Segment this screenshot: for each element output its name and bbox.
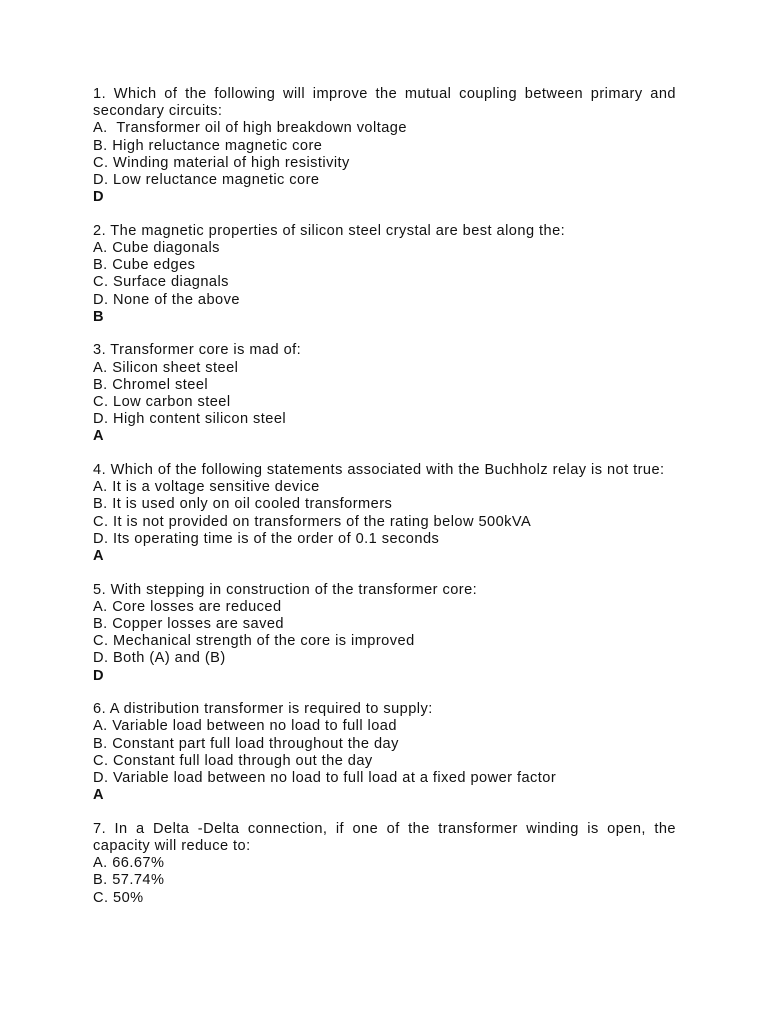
option-b: B. High reluctance magnetic core — [93, 137, 323, 154]
option-d: D. Low reluctance magnetic core — [93, 172, 320, 189]
option-d: D. Its operating time is of the order of 0.1 seconds — [93, 530, 440, 547]
option-c: C. Constant full load through out the day — [93, 752, 373, 769]
option-a: A. Variable load between no load to full load — [93, 718, 397, 735]
option-b: B. 57.74% — [93, 872, 165, 889]
document-page — [93, 86, 676, 923]
answer-key: A — [93, 548, 104, 565]
option-b: B. Copper losses are saved — [93, 616, 284, 633]
option-a: A. Cube diagonals — [93, 240, 220, 257]
option-b: B. Constant part full load throughout the day — [93, 735, 399, 752]
question-text: 2. The magnetic properties of silicon steel crystal are best along the: — [93, 222, 566, 239]
question-text: 4. Which of the following statements associated with the Buchholz relay is not true: — [93, 462, 665, 479]
option-d: D. High content silicon steel — [93, 411, 287, 428]
option-c: C. 50% — [93, 889, 144, 906]
answer-key: A — [93, 428, 104, 445]
answer-key: B — [93, 308, 104, 325]
option-a: A. Silicon sheet steel — [93, 359, 239, 376]
option-b: B. Cube edges — [93, 257, 196, 274]
question-3 — [93, 342, 676, 445]
option-c: C. Winding material of high resistivity — [93, 154, 350, 171]
option-b: B. Chromel steel — [93, 376, 209, 393]
question-5 — [93, 582, 676, 685]
option-d: D. Both (A) and (B) — [93, 650, 226, 667]
option-d: D. None of the above — [93, 291, 240, 308]
question-text: 7. In a Delta -Delta connection, if one of the transformer winding is open, the capacity will reduce to: — [93, 820, 676, 855]
option-d: D. Variable load between no load to full load at a fixed power factor — [93, 770, 557, 787]
option-a: A. Transformer oil of high breakdown voltage — [93, 120, 407, 137]
option-b: B. It is used only on oil cooled transformers — [93, 496, 393, 513]
option-c: C. Mechanical strength of the core is improved — [93, 633, 415, 650]
question-text: 1. Which of the following will improve the mutual coupling between primary and secondary circuits: — [93, 86, 676, 120]
question-2 — [93, 223, 676, 326]
question-text: 5. With stepping in construction of the transformer core: — [93, 581, 478, 598]
question-6 — [93, 701, 676, 804]
option-a: A. 66.67% — [93, 855, 165, 872]
question-4 — [93, 462, 676, 565]
option-c: C. Low carbon steel — [93, 394, 231, 411]
option-a: A. Core losses are reduced — [93, 598, 282, 615]
option-a: A. It is a voltage sensitive device — [93, 479, 320, 496]
option-c: C. Surface diagnals — [93, 274, 229, 291]
answer-key: D — [93, 667, 104, 684]
question-text: 3. Transformer core is mad of: — [93, 342, 302, 359]
question-1 — [93, 86, 676, 206]
question-text: 6. A distribution transformer is required to supply: — [93, 701, 433, 718]
answer-key: A — [93, 787, 104, 804]
answer-key: D — [93, 189, 104, 206]
option-c: C. It is not provided on transformers of the rating below 500kVA — [93, 513, 532, 530]
question-7 — [93, 821, 676, 907]
